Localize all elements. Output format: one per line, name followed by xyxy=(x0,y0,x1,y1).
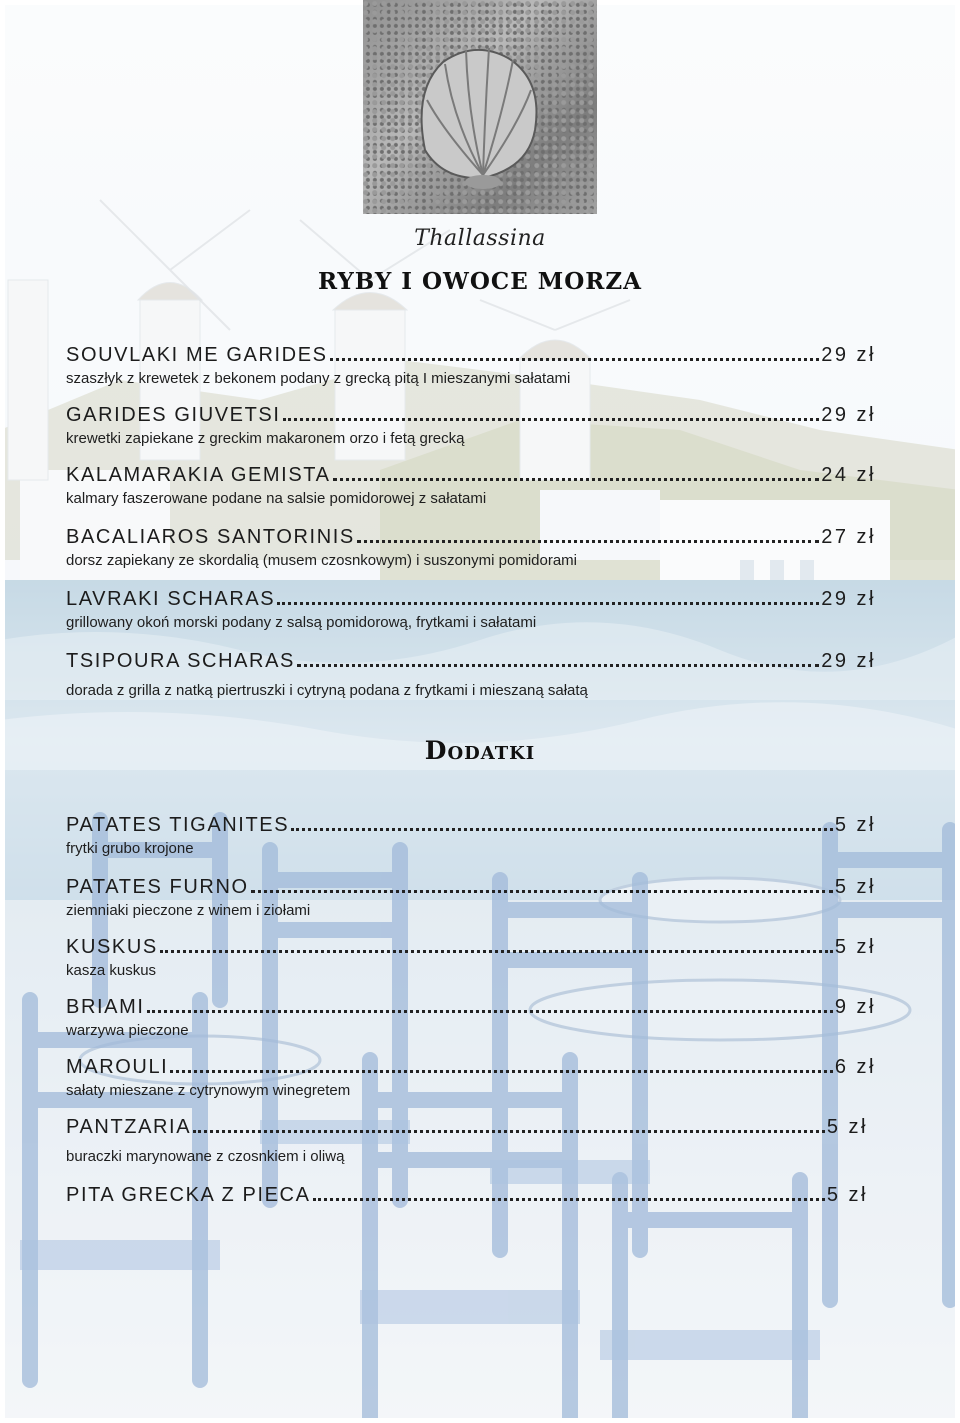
item-price: 29 zł xyxy=(821,404,876,426)
item-price: 29 zł xyxy=(821,588,876,610)
menu-item xyxy=(66,462,876,509)
item-description: frytki grubo krojone xyxy=(66,840,194,857)
item-description: buraczki marynowane z czosnkiem i oliwą xyxy=(66,1148,345,1165)
item-price: 6 zł xyxy=(834,1056,876,1078)
restaurant-subtitle: Thallassina xyxy=(414,226,546,251)
item-name: LAVRAKI SCHARAS xyxy=(66,588,276,610)
item-price: 5 zł xyxy=(826,1116,868,1138)
item-name: TSIPOURA SCHARAS xyxy=(66,650,295,672)
menu-item xyxy=(66,1114,868,1167)
item-description: ziemniaki pieczone z winem i ziołami xyxy=(66,902,311,919)
menu-item xyxy=(66,1182,868,1207)
leader-dots xyxy=(170,1054,833,1073)
item-description: krewetki zapiekane z greckim makaronem orzo i fetą grecką xyxy=(66,430,465,447)
menu-item xyxy=(66,994,876,1041)
item-name: KALAMARAKIA GEMISTA xyxy=(66,464,331,486)
menu-item xyxy=(66,874,876,921)
leader-dots xyxy=(357,524,819,543)
item-price: 5 zł xyxy=(834,814,876,836)
item-name: SOUVLAKI ME GARIDES xyxy=(66,344,328,366)
item-price: 29 zł xyxy=(821,650,876,672)
item-price: 9 zł xyxy=(834,996,876,1018)
item-description: sałaty mieszane z cytrynowym winegretem xyxy=(66,1082,351,1099)
item-price: 24 zł xyxy=(821,464,876,486)
item-name: PATATES TIGANITES xyxy=(66,814,290,836)
leader-dots xyxy=(330,342,820,361)
menu-item xyxy=(66,648,876,701)
item-name: PITA GRECKA Z PIECA xyxy=(66,1184,311,1206)
item-description: grillowany okoń morski podany z salsą pomidorową, frytkami i sałatami xyxy=(66,614,537,631)
item-description: szaszłyk z krewetek z bekonem podany z grecką pitą I mieszanymi sałatami xyxy=(66,370,571,387)
leader-dots xyxy=(277,586,819,605)
menu-item xyxy=(66,812,876,859)
leader-dots xyxy=(313,1182,825,1201)
leader-dots xyxy=(283,402,820,421)
leader-dots xyxy=(160,934,833,953)
leader-dots xyxy=(147,994,833,1013)
menu-item xyxy=(66,1054,876,1101)
leader-dots xyxy=(297,648,819,667)
item-price: 5 zł xyxy=(826,1184,868,1206)
item-name: MAROULI xyxy=(66,1056,169,1078)
section-title-sides: Dodatki xyxy=(424,736,536,765)
item-name: BACALIAROS SANTORINIS xyxy=(66,526,355,548)
item-price: 29 zł xyxy=(821,344,876,366)
item-description: kalmary faszerowane podane na salsie pomidorowej z sałatami xyxy=(66,490,487,507)
menu-item xyxy=(66,524,876,571)
item-price: 5 zł xyxy=(834,876,876,898)
item-name: BRIAMI xyxy=(66,996,145,1018)
item-price: 27 zł xyxy=(821,526,876,548)
item-name: KUSKUS xyxy=(66,936,158,958)
leader-dots xyxy=(193,1114,825,1133)
leader-dots xyxy=(251,874,833,893)
section-title-seafood: RYBY I OWOCE MORZA xyxy=(317,268,643,295)
item-description: dorada z grilla z natką piertruszki i cytryną podana z frytkami i mieszaną sałatą xyxy=(66,682,588,699)
item-price: 5 zł xyxy=(834,936,876,958)
item-name: PANTZARIA xyxy=(66,1116,192,1138)
leader-dots xyxy=(333,462,820,481)
menu-item xyxy=(66,586,876,633)
leader-dots xyxy=(291,812,833,831)
item-description: kasza kuskus xyxy=(66,962,157,979)
menu-item xyxy=(66,342,876,389)
item-description: warzywa pieczone xyxy=(66,1022,189,1039)
menu-item xyxy=(66,934,876,981)
item-name: PATATES FURNO xyxy=(66,876,249,898)
item-description: dorsz zapiekany ze skordalią (musem czosnkowym) i suszonymi pomidorami xyxy=(66,552,578,569)
item-name: GARIDES GIUVETSI xyxy=(66,404,281,426)
menu-item xyxy=(66,402,876,449)
